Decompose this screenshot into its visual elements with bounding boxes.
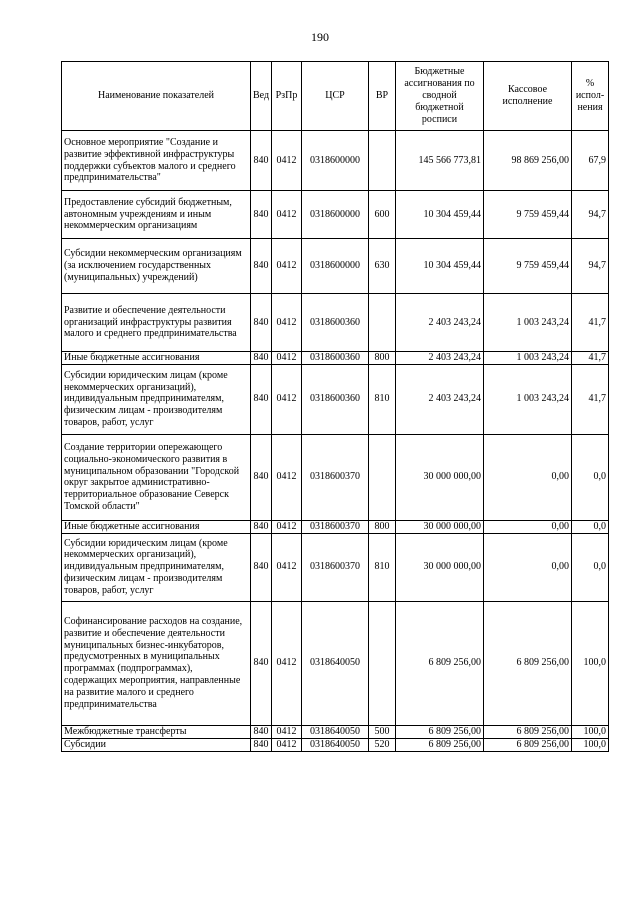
- row-csr-cell: 0318600370: [302, 434, 369, 520]
- row-vr-cell: [369, 294, 396, 352]
- row-cash-cell: 0,00: [484, 520, 572, 533]
- row-rzpr-cell: 0412: [272, 364, 302, 434]
- row-ved-cell: 840: [251, 191, 272, 239]
- row-name-cell: Развитие и обеспечение деятельности организаций инфраструктуры развития малого и среднего предпринимательства: [62, 294, 251, 352]
- header-assignations: Бюджетные ассигнования по сводной бюджетной росписи: [396, 62, 484, 131]
- row-assignations-cell: 6 809 256,00: [396, 725, 484, 738]
- row-csr-cell: 0318640050: [302, 725, 369, 738]
- row-cash-cell: 98 869 256,00: [484, 131, 572, 191]
- row-csr-cell: 0318600370: [302, 520, 369, 533]
- table-row: [62, 294, 609, 352]
- row-percent-cell: 94,7: [572, 239, 609, 294]
- row-assignations-cell: 6 809 256,00: [396, 601, 484, 725]
- row-ved-cell: 840: [251, 131, 272, 191]
- header-name: Наименование показателей: [62, 62, 251, 131]
- row-percent-cell: 100,0: [572, 725, 609, 738]
- row-rzpr-cell: 0412: [272, 601, 302, 725]
- row-vr-cell: 500: [369, 725, 396, 738]
- row-assignations-cell: 10 304 459,44: [396, 191, 484, 239]
- row-csr-cell: 0318600370: [302, 533, 369, 601]
- row-vr-cell: 810: [369, 533, 396, 601]
- row-cash-cell: 6 809 256,00: [484, 738, 572, 751]
- row-csr-cell: 0318600360: [302, 352, 369, 365]
- table-row: [62, 601, 609, 725]
- row-name-cell: Предоставление субсидий бюджетным, автономным учреждениям и иным некоммерческим организациям: [62, 191, 251, 239]
- row-vr-cell: 630: [369, 239, 396, 294]
- row-percent-cell: 41,7: [572, 294, 609, 352]
- row-cash-cell: 1 003 243,24: [484, 294, 572, 352]
- row-csr-cell: 0318600000: [302, 239, 369, 294]
- page-number: 190: [311, 30, 329, 44]
- row-cash-cell: 9 759 459,44: [484, 239, 572, 294]
- row-cash-cell: 9 759 459,44: [484, 191, 572, 239]
- row-ved-cell: 840: [251, 533, 272, 601]
- header-percent: % испол-нения: [572, 62, 609, 131]
- row-vr-cell: 800: [369, 520, 396, 533]
- row-cash-cell: 6 809 256,00: [484, 725, 572, 738]
- row-rzpr-cell: 0412: [272, 191, 302, 239]
- row-percent-cell: 100,0: [572, 738, 609, 751]
- header-row: [62, 62, 609, 131]
- row-csr-cell: 0318600360: [302, 294, 369, 352]
- row-ved-cell: 840: [251, 352, 272, 365]
- table-row: [62, 364, 609, 434]
- row-percent-cell: 0,0: [572, 434, 609, 520]
- row-csr-cell: 0318640050: [302, 601, 369, 725]
- table-row: [62, 131, 609, 191]
- row-rzpr-cell: 0412: [272, 239, 302, 294]
- row-name-cell: Иные бюджетные ассигнования: [62, 520, 251, 533]
- row-name-cell: Субсидии юридическим лицам (кроме некоммерческих организаций), индивидуальным предпринимателям, физическим лицам - производителям товаров, работ, услуг: [62, 364, 251, 434]
- row-percent-cell: 100,0: [572, 601, 609, 725]
- row-vr-cell: [369, 601, 396, 725]
- row-rzpr-cell: 0412: [272, 738, 302, 751]
- row-rzpr-cell: 0412: [272, 131, 302, 191]
- row-assignations-cell: 30 000 000,00: [396, 520, 484, 533]
- row-percent-cell: 0,0: [572, 520, 609, 533]
- budget-execution-table: [61, 61, 609, 752]
- row-rzpr-cell: 0412: [272, 520, 302, 533]
- row-name-cell: Софинансирование расходов на создание, развитие и обеспечение деятельности муниципальных бизнес-инкубаторов, предусмотренных в муниципальных программах (подпрограммах), содержащих мероприятия, направленные на развитие малого и среднего предпринимательства: [62, 601, 251, 725]
- row-name-cell: Иные бюджетные ассигнования: [62, 352, 251, 365]
- row-name-cell: Субсидии некоммерческим организациям (за исключением государственных (муниципальных) учреждений): [62, 239, 251, 294]
- row-ved-cell: 840: [251, 434, 272, 520]
- row-assignations-cell: 2 403 243,24: [396, 364, 484, 434]
- row-assignations-cell: 10 304 459,44: [396, 239, 484, 294]
- table-row: [62, 352, 609, 365]
- row-ved-cell: 840: [251, 364, 272, 434]
- row-cash-cell: 1 003 243,24: [484, 352, 572, 365]
- table-row: [62, 434, 609, 520]
- row-percent-cell: 67,9: [572, 131, 609, 191]
- row-assignations-cell: 145 566 773,81: [396, 131, 484, 191]
- row-name-cell: Создание территории опережающего социально-экономического развития в муниципальном образовании "Городской округ закрытое административно-территориальное образование Северск Томской области": [62, 434, 251, 520]
- row-rzpr-cell: 0412: [272, 533, 302, 601]
- row-ved-cell: 840: [251, 601, 272, 725]
- row-assignations-cell: 6 809 256,00: [396, 738, 484, 751]
- row-assignations-cell: 30 000 000,00: [396, 533, 484, 601]
- row-vr-cell: 810: [369, 364, 396, 434]
- table-row: [62, 239, 609, 294]
- row-rzpr-cell: 0412: [272, 725, 302, 738]
- row-ved-cell: 840: [251, 239, 272, 294]
- row-assignations-cell: 2 403 243,24: [396, 352, 484, 365]
- row-vr-cell: 600: [369, 191, 396, 239]
- row-rzpr-cell: 0412: [272, 434, 302, 520]
- table-row: [62, 725, 609, 738]
- row-csr-cell: 0318640050: [302, 738, 369, 751]
- table-row: [62, 520, 609, 533]
- row-cash-cell: 0,00: [484, 533, 572, 601]
- row-rzpr-cell: 0412: [272, 294, 302, 352]
- row-percent-cell: 94,7: [572, 191, 609, 239]
- row-ved-cell: 840: [251, 294, 272, 352]
- row-vr-cell: 800: [369, 352, 396, 365]
- row-percent-cell: 41,7: [572, 352, 609, 365]
- header-ved: Вед: [251, 62, 272, 131]
- row-ved-cell: 840: [251, 725, 272, 738]
- table-row: [62, 738, 609, 751]
- row-vr-cell: 520: [369, 738, 396, 751]
- row-assignations-cell: 2 403 243,24: [396, 294, 484, 352]
- row-name-cell: Субсидии юридическим лицам (кроме некоммерческих организаций), индивидуальным предпринимателям, физическим лицам - производителям товаров, работ, услуг: [62, 533, 251, 601]
- row-percent-cell: 41,7: [572, 364, 609, 434]
- row-vr-cell: [369, 434, 396, 520]
- header-rzpr: РзПр: [272, 62, 302, 131]
- row-name-cell: Основное мероприятие "Создание и развитие эффективной инфраструктуры поддержки субъектов малого и среднего предпринимательства": [62, 131, 251, 191]
- row-ved-cell: 840: [251, 738, 272, 751]
- row-cash-cell: 1 003 243,24: [484, 364, 572, 434]
- row-ved-cell: 840: [251, 520, 272, 533]
- row-csr-cell: 0318600000: [302, 191, 369, 239]
- row-vr-cell: [369, 131, 396, 191]
- row-rzpr-cell: 0412: [272, 352, 302, 365]
- header-vr: ВР: [369, 62, 396, 131]
- table-row: [62, 533, 609, 601]
- row-cash-cell: 6 809 256,00: [484, 601, 572, 725]
- row-name-cell: Межбюджетные трансферты: [62, 725, 251, 738]
- header-csr: ЦСР: [302, 62, 369, 131]
- row-percent-cell: 0,0: [572, 533, 609, 601]
- row-name-cell: Субсидии: [62, 738, 251, 751]
- row-assignations-cell: 30 000 000,00: [396, 434, 484, 520]
- row-csr-cell: 0318600360: [302, 364, 369, 434]
- table-row: [62, 191, 609, 239]
- row-csr-cell: 0318600000: [302, 131, 369, 191]
- row-cash-cell: 0,00: [484, 434, 572, 520]
- header-cash: Кассовое исполнение: [484, 62, 572, 131]
